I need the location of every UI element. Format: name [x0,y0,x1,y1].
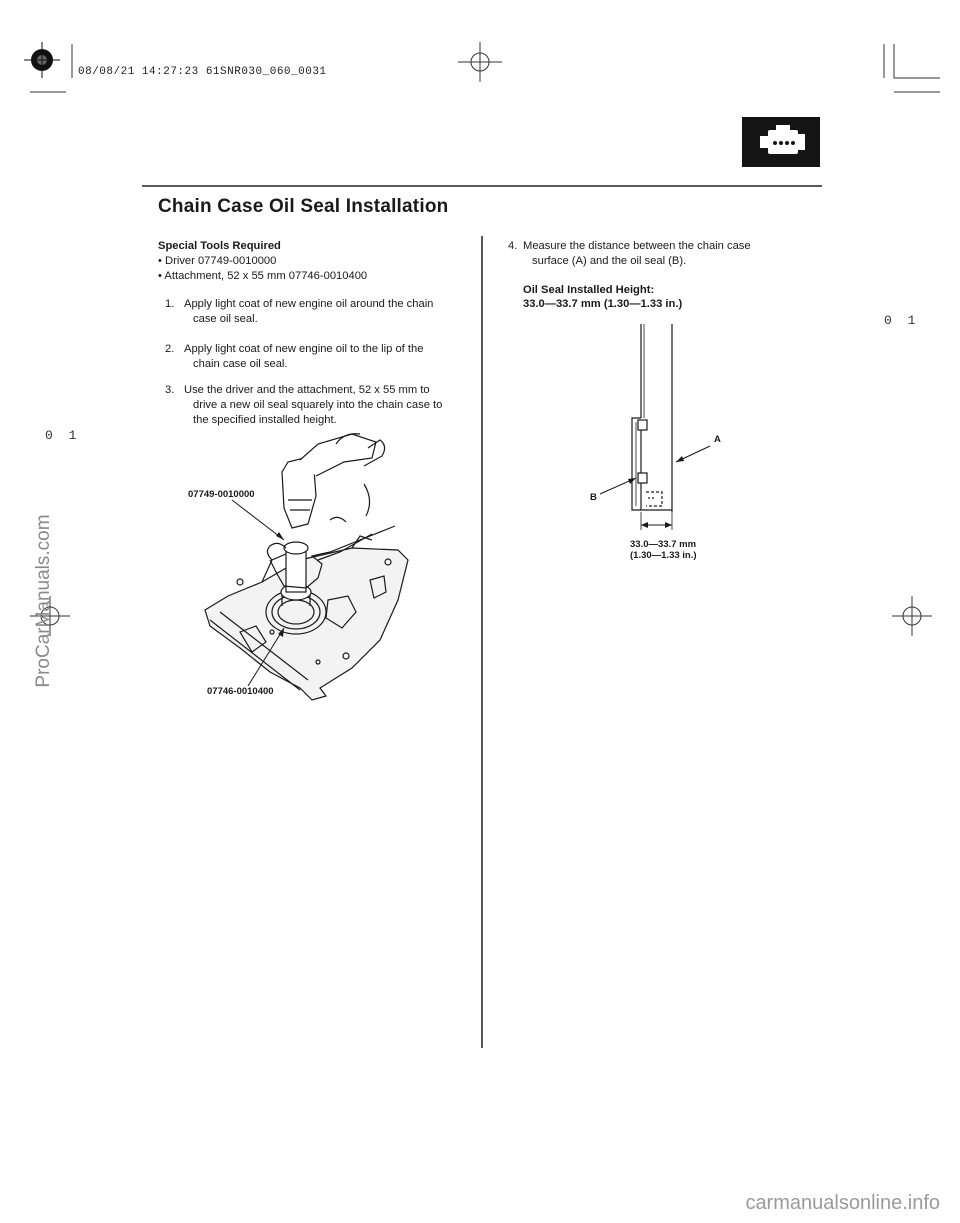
step-number: 2. [165,343,175,355]
figure-label-driver: 07749-0010000 [188,489,255,500]
spec-heading: Oil Seal Installed Height: [523,284,655,296]
section-tab [742,117,820,167]
registration-target-top-left [24,42,60,78]
step-text: Apply light coat of new engine oil around the chain [184,298,434,310]
step-text: drive a new oil seal squarely into the chain case to [193,399,443,411]
step-text: chain case oil seal. [193,358,288,370]
step-number: 4. [508,240,518,252]
print-stamp: 08/08/21 14:27:23 61SNR030_060_0031 [78,66,327,78]
watermark-bottom: carmanualsonline.info [745,1192,940,1214]
dimension-label-mm: 33.0—33.7 mm [630,539,697,550]
margin-mark-right: 0 1 [884,313,920,328]
figure-seal-cross-section [632,324,672,530]
step-text: Apply light coat of new engine oil to the lip of the [184,343,424,355]
spec-value: 33.0—33.7 mm (1.30—1.33 in.) [523,298,683,310]
figure-driver-installation [205,434,408,700]
registration-cross-right [892,596,932,636]
step-text: case oil seal. [193,313,258,325]
registration-cross-top [458,42,502,82]
tool-item-driver: • Driver 07749-0010000 [158,255,277,267]
tool-item-attachment: • Attachment, 52 x 55 mm 07746-0010400 [158,270,368,282]
dimension-label-in: (1.30—1.33 in.) [630,550,697,561]
figure-label-attachment: 07746-0010400 [207,686,274,697]
step-number: 3. [165,384,175,396]
step-text: surface (A) and the oil seal (B). [532,255,687,267]
page-title: Chain Case Oil Seal Installation [158,196,449,217]
watermark-side: ProCarManuals.com [33,514,54,688]
figure-label-b: B [590,492,597,503]
step-number: 1. [165,298,175,310]
step-text: Use the driver and the attachment, 52 x 55 mm to [184,384,430,396]
step-text: the specified installed height. [193,414,337,426]
tools-heading: Special Tools Required [158,240,281,252]
leader-line-driver [232,500,284,540]
step-text: Measure the distance between the chain case [523,240,751,252]
margin-mark-left: 0 1 [45,428,81,443]
figure-label-a: A [714,434,721,445]
